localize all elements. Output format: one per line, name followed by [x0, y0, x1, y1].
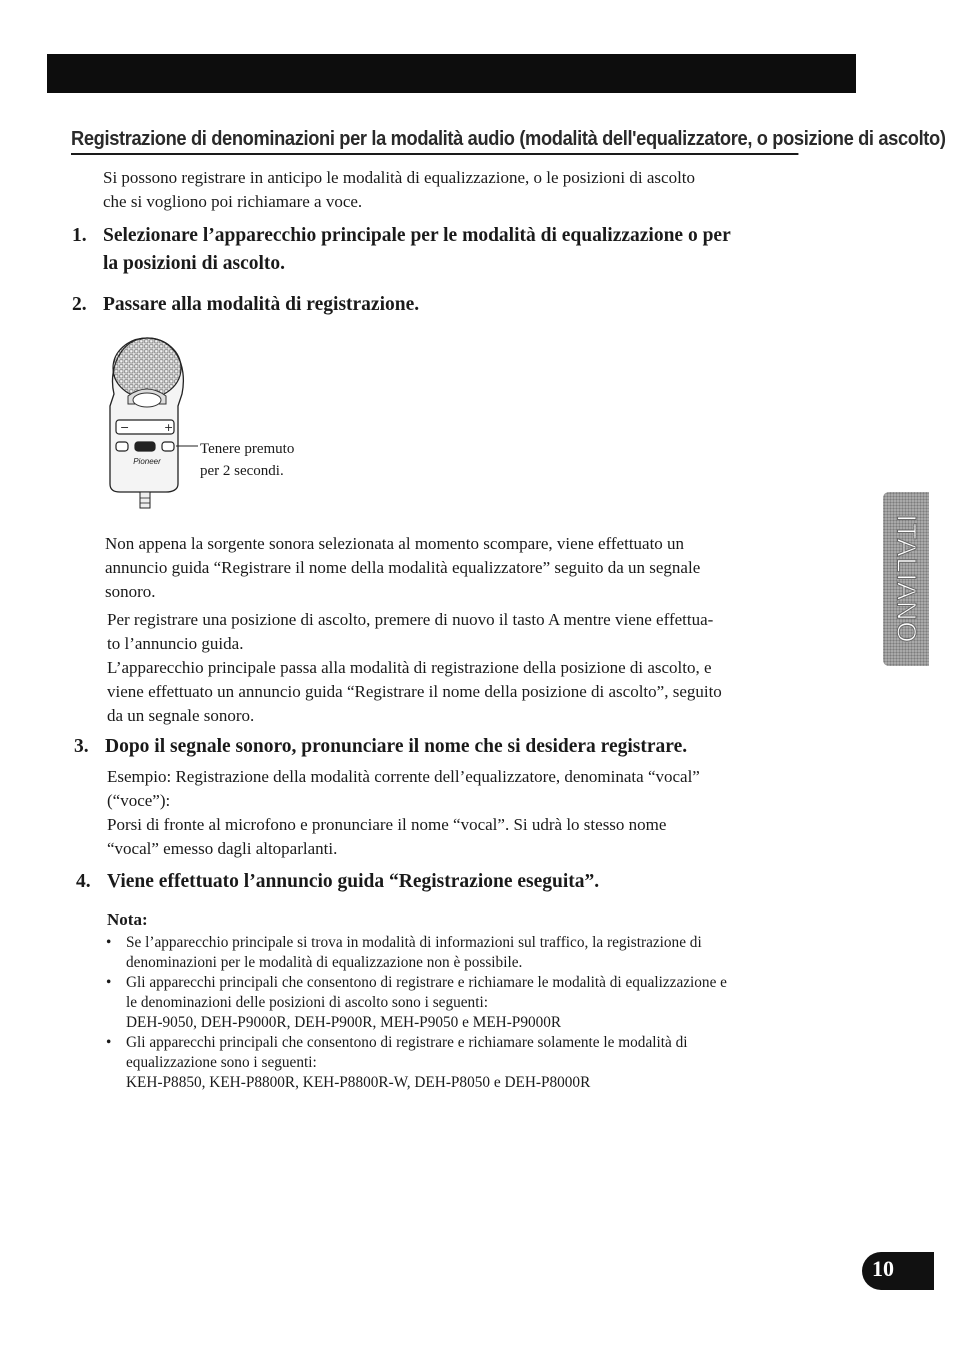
microphone-remote-illustration	[104, 334, 200, 512]
figure-caption-line-2: per 2 secondi.	[200, 463, 284, 479]
step-4	[76, 868, 599, 896]
step-3-line-1: Dopo il segnale sonoro, pronunciare il nome che si desidera registrare.	[105, 736, 688, 757]
body-line: L’apparecchio principale passa alla modalità di registrazione della posizione di ascolto, e	[107, 658, 712, 677]
nota-item-line: Se l’apparecchio principale si trova in modalità di informazioni sul traffico, la registrazione di	[126, 934, 702, 951]
step-4-line-1: Viene effettuato l’annuncio guida “Registrazione eseguita”.	[107, 871, 600, 892]
step-1-line-1: Selezionare l’apparecchio principale per le modalità di equalizzazione o per	[103, 225, 731, 246]
body-line: annuncio guida “Registrare il nome della modalità equalizzatore” seguito da un segnale	[105, 558, 701, 577]
nota-item-line: KEH-P8850, KEH-P8800R, KEH-P8800R-W, DEH-P8050 e DEH-P8000R	[126, 1074, 591, 1091]
page-number: 10	[872, 1256, 894, 1281]
page-number-tab	[862, 1252, 934, 1290]
nota-item	[106, 933, 836, 973]
section-title: Registrazione di denominazioni per la modalità audio (modalità dell'equalizzatore, o posizione di ascolto)	[71, 128, 798, 155]
step-1-line-2: la posizioni di ascolto.	[103, 253, 286, 274]
step-2-description-a	[105, 532, 700, 604]
nota-item-line: denominazioni per le modalità di equalizzazione non è possibile.	[126, 954, 523, 971]
step-4-number: 4.	[76, 871, 91, 892]
microphone-brand-label: Pioneer	[133, 457, 161, 466]
nota-item-line: le denominazioni delle posizioni di ascolto sono i seguenti:	[126, 994, 488, 1011]
figure-caption-line-1: Tenere premuto	[200, 441, 295, 457]
body-line: (“voce”):	[107, 791, 171, 810]
body-line: Non appena la sorgente sonora selezionata al momento scompare, viene effettuato un	[105, 534, 685, 553]
step-3	[74, 733, 687, 761]
svg-text:+: +	[164, 421, 174, 434]
svg-text:−: −	[120, 421, 130, 434]
nota-item-line: DEH-9050, DEH-P9000R, DEH-P900R, MEH-P9050 e MEH-P9000R	[126, 1014, 562, 1031]
intro-line-2: che si vogliono poi richiamare a voce.	[103, 192, 363, 211]
bullet-icon: •	[106, 934, 112, 951]
nota-heading: Nota:	[107, 910, 148, 929]
step-3-number: 3.	[74, 736, 89, 757]
body-line: da un segnale sonoro.	[107, 706, 255, 725]
body-line: Porsi di fronte al microfono e pronunciare il nome “vocal”. Si udrà lo stesso nome	[107, 815, 667, 834]
body-line: Per registrare una posizione di ascolto, premere di nuovo il tasto A mentre viene effettua-	[107, 610, 714, 629]
figure-caption	[200, 438, 294, 482]
nota-item-line: equalizzazione sono i seguenti:	[126, 1054, 317, 1071]
step-1	[72, 222, 731, 278]
nota-list	[106, 933, 836, 1093]
intro-line-1: Si possono registrare in anticipo le modalità di equalizzazione, o le posizioni di ascolto	[103, 168, 696, 187]
intro-paragraph	[103, 166, 695, 214]
nota-item-line: Gli apparecchi principali che consentono di registrare e richiamare solamente le modalità di	[126, 1034, 688, 1051]
bullet-icon: •	[106, 1034, 112, 1051]
header-black-bar	[47, 54, 856, 93]
body-line: to l’annuncio guida.	[107, 634, 244, 653]
body-line: sonoro.	[105, 582, 156, 601]
step-2-number: 2.	[72, 294, 87, 315]
body-line: “vocal” emesso dagli altoparlanti.	[107, 839, 338, 858]
step-2-description-b	[107, 608, 722, 728]
body-line: Esempio: Registrazione della modalità corrente dell’equalizzatore, denominata “vocal”	[107, 767, 700, 786]
language-side-tab	[883, 492, 929, 666]
step-2-line-1: Passare alla modalità di registrazione.	[103, 294, 420, 315]
nota-item-line: Gli apparecchi principali che consentono di registrare e richiamare le modalità di equalizzazione e	[126, 974, 727, 991]
step-1-number: 1.	[72, 225, 87, 246]
step-3-description	[107, 765, 700, 861]
nota-item	[106, 973, 836, 1033]
bullet-icon: •	[106, 974, 112, 991]
step-2	[72, 291, 419, 319]
language-side-tab-label: ITALIANO	[891, 514, 922, 644]
nota-item	[106, 1033, 836, 1093]
body-line: viene effettuato un annuncio guida “Registrare il nome della posizione di ascolto”, seguito	[107, 682, 722, 701]
